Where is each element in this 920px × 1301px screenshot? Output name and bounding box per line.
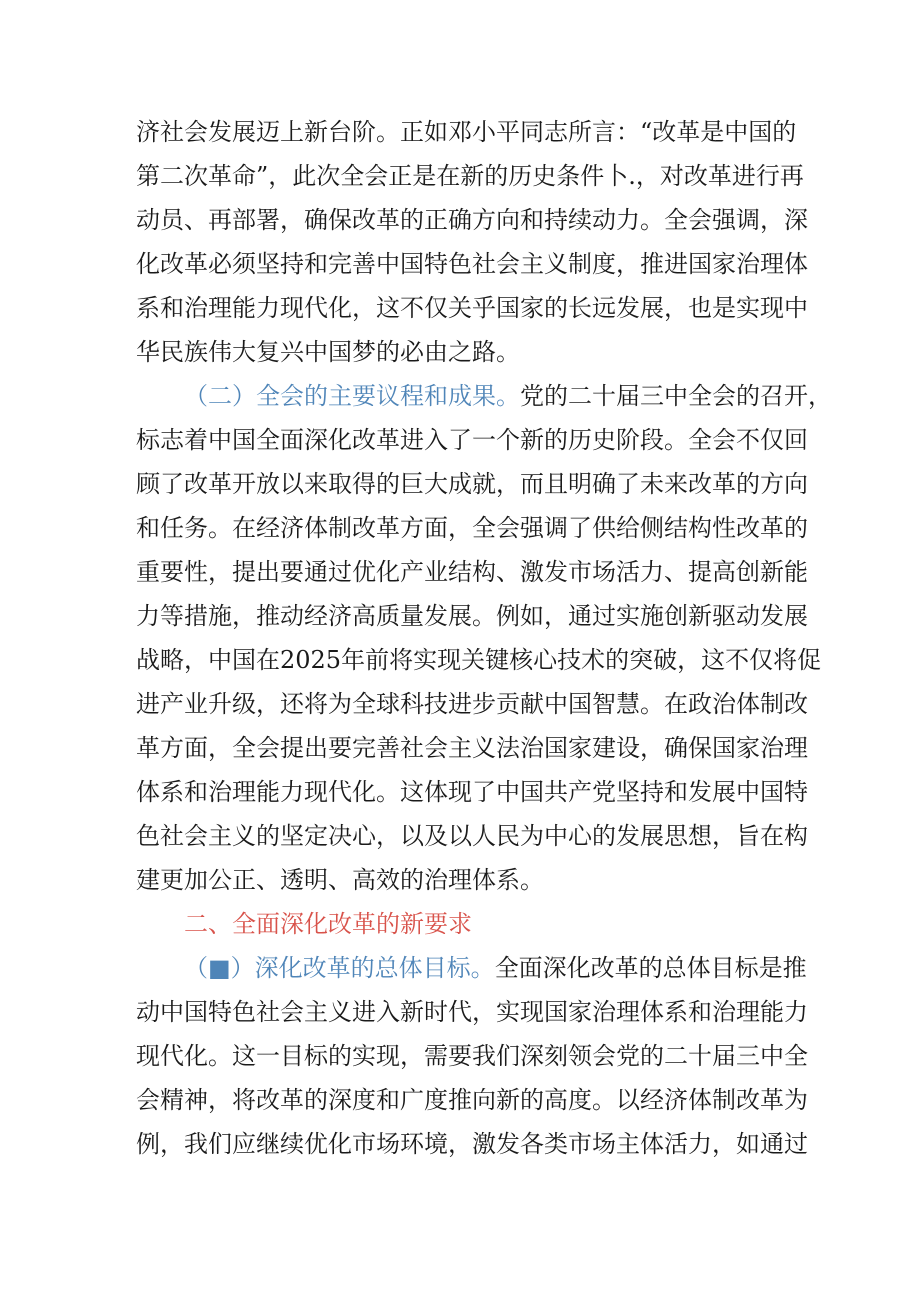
section-2-1-first-line-text: 全面深化改革的总体目标是推: [494, 954, 807, 982]
section-1-2-first-line-text: 党的二十届三中全会的召开，: [520, 382, 832, 410]
section-1-2-line-8: 革方面，全会提出要完善社会主义法治国家建设，确保国家治理: [136, 734, 808, 762]
section-1-2-line-6: 战略，中国在2025年前将实现关键核心技术的突破，这不仅将促: [136, 646, 822, 674]
section-2-1-heading: （■）深化改革的总体目标。: [184, 954, 495, 982]
section-1-2-line-5: 力等措施，推动经济高质量发展。例如，通过实施创新驱动发展: [136, 602, 808, 630]
section-2-1-line-1: 动中国特色社会主义进入新时代，实现国家治理体系和治理能力: [136, 998, 808, 1026]
section-1-2-line-3: 和任务。在经济体制改革方面，全会强调了供给侧结构性改革的: [136, 514, 808, 542]
section-1-2-line-2: 顾了改革开放以来取得的巨大成就，而且明确了未来改革的方向: [136, 470, 808, 498]
section-1-2-line-7: 进产业升级，还将为全球科技进步贡献中国智慧。在政治体制改: [136, 690, 808, 718]
paragraph-1-line-1: 济社会发展迈上新台阶。正如邓小平同志所言：“改革是中国的: [136, 118, 797, 146]
section-2-1-line-3: 会精神，将改革的深度和广度推向新的高度。以经济体制改革为: [136, 1086, 808, 1114]
paragraph-1-line-6: 华民族伟大复兴中国梦的必由之路。: [136, 338, 520, 366]
section-1-2-line-11: 建更加公正、透明、高效的治理体系。: [136, 866, 544, 894]
section-2-1-line-2: 现代化。这一目标的实现，需要我们深刻领会党的二十届三中全: [136, 1042, 808, 1070]
section-2-heading: 二、全面深化改革的新要求: [184, 910, 472, 938]
paragraph-1-line-3: 动员、再部署，确保改革的正确方向和持续动力。全会强调，深: [136, 206, 808, 234]
paragraph-1-line-2: 第二次革命”，此次全会正是在新的历史条件卜.，对改革进行再: [136, 162, 804, 190]
section-1-2-line-10: 色社会主义的坚定决心，以及以人民为中心的发展思想，旨在构: [136, 822, 808, 850]
section-1-2-line-1: 标志着中国全面深化改革进入了一个新的历史阶段。全会不仅回: [136, 426, 808, 454]
section-1-2-line-9: 体系和治理能力现代化。这体现了中国共产党坚持和发展中国特: [136, 778, 808, 806]
section-2-1-line-4: 例，我们应继续优化市场环境，激发各类市场主体活力，如通过: [136, 1130, 808, 1158]
section-1-2-line-4: 重要性，提出要通过优化产业结构、激发市场活力、提高创新能: [136, 558, 808, 586]
paragraph-1-line-5: 系和治理能力现代化，这不仅关乎国家的长远发展，也是实现中: [136, 294, 808, 322]
section-1-2-first-line: [184, 374, 832, 418]
paragraph-1-line-4: 化改革必须坚持和完善中国特色社会主义制度，推进国家治理体: [136, 250, 808, 278]
section-1-2-heading: （二）全会的主要议程和成果。: [184, 382, 520, 410]
section-2-1-first-line: [184, 946, 807, 990]
